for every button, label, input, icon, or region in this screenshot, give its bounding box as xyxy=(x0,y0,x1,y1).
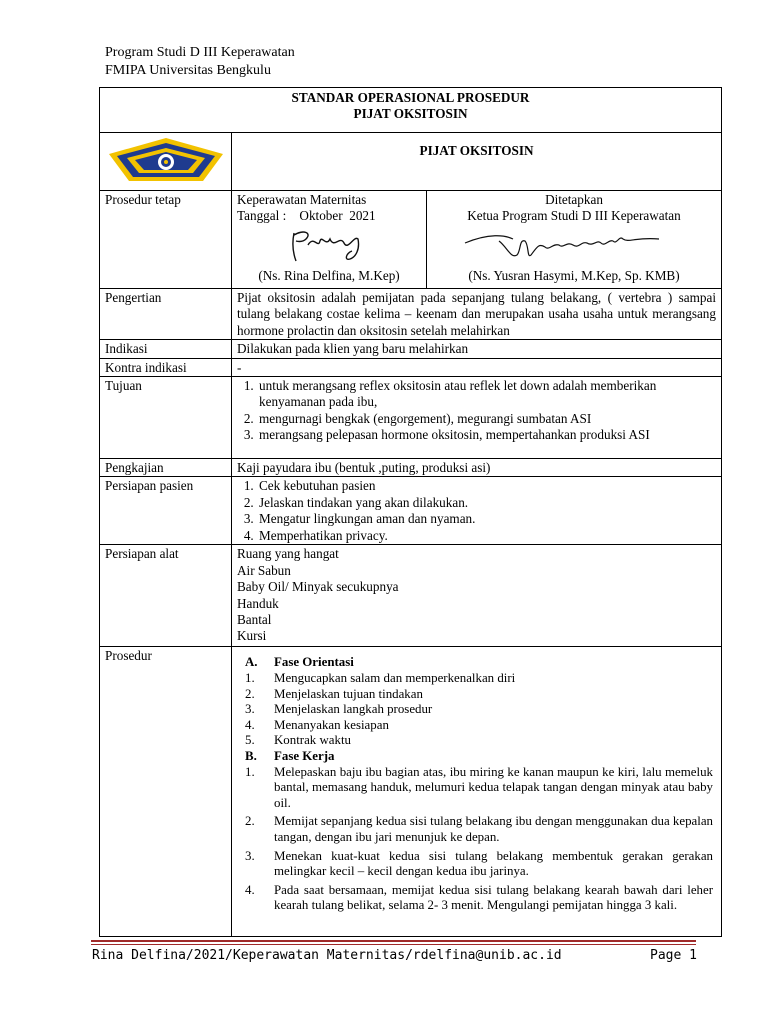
list-item: Air Sabun xyxy=(237,562,291,578)
pengertian-text: Pijat oksitosin adalah pemijatan pada sepanjang tulang belakang, ( vertebra ) sampai tulang belakang costae kelima – keenam dan merupakan usaha usaha untuk merangsang hormone prolactin dan oksitosin setelah melahirkan xyxy=(232,289,722,340)
page-number: Page 1 xyxy=(650,948,697,963)
fase-kerja-heading xyxy=(237,749,713,765)
university-logo xyxy=(105,135,227,183)
list-item: 4. Pada saat bersamaan, memijat kedua sisi tulang belakang kearah bawah dari leher kearah tulang belikat, selama 2- 3 menit. Mengulangi pemijatan hingga 3 kali. xyxy=(245,882,713,913)
document-title-line1: STANDAR OPERASIONAL PROSEDUR xyxy=(291,90,530,105)
fase-a-title: Fase Orientasi xyxy=(274,655,354,670)
fase-b-title: Fase Kerja xyxy=(274,749,335,763)
list-item: Bantal xyxy=(237,612,272,628)
tujuan-label: Tujuan xyxy=(100,377,232,459)
list-item: 3. Menekan kuat-kuat kedua sisi tulang belakang membentuk gerakan gerakan melingkar kecil – kecil dengan kedua ibu jarinya. xyxy=(245,848,713,879)
unit-name: Keperawatan Maternitas xyxy=(237,192,367,207)
list-item: 2. Jelaskan tindakan yang akan dilakukan. xyxy=(257,495,716,511)
logo-cell xyxy=(100,133,232,191)
list-item: 1. untuk merangsang reflex oksitosin atau reflek let down adalah memberikan kenyamanan pada ibu, xyxy=(257,378,716,411)
fase-b-marker: B. xyxy=(245,749,257,763)
list-item: 3. merangsang pelepasan hormone oksitosin, mempertahankan produksi ASI xyxy=(257,427,716,443)
list-item: 3. Mengatur lingkungan aman dan nyaman. xyxy=(257,511,716,527)
tujuan-list-cell xyxy=(232,377,722,459)
prosedur-tetap-left xyxy=(232,191,427,289)
list-item: 2. mengurnagi bengkak (engorgement), megurangi sumbatan ASI xyxy=(257,411,716,427)
tujuan-list xyxy=(237,378,716,444)
signature-right xyxy=(459,225,689,267)
prosedur-tetap-label: Prosedur tetap xyxy=(100,191,232,289)
list-item: Ruang yang hangat xyxy=(237,546,339,562)
persiapan-pasien-list xyxy=(237,478,716,544)
page-footer xyxy=(92,948,697,963)
list-item: 3. Menjelaskan langkah prosedur xyxy=(245,702,433,717)
signer-left: (Ns. Rina Delfina, M.Kep) xyxy=(258,267,400,283)
pengkajian-label: Pengkajian xyxy=(100,459,232,477)
document-title xyxy=(100,88,722,133)
kontra-indikasi-label: Kontra indikasi xyxy=(100,358,232,376)
list-item: 5. Kontrak waktu xyxy=(245,733,351,748)
list-item: 2. Menjelaskan tujuan tindakan xyxy=(245,686,423,701)
footer-citation: Rina Delfina/2021/Keperawatan Maternitas/rdelfina@unib.ac.id xyxy=(92,948,562,963)
institution-faculty: FMIPA Universitas Bengkulu xyxy=(105,63,271,78)
list-item: Baby Oil/ Minyak secukupnya xyxy=(237,579,399,595)
subject-title: PIJAT OKSITOSIN xyxy=(232,133,722,191)
prosedur-label: Prosedur xyxy=(100,647,232,937)
pengkajian-text: Kaji payudara ibu (bentuk ,puting, produksi asi) xyxy=(232,459,722,477)
document-title-line2: PIJAT OKSITOSIN xyxy=(353,106,468,122)
persiapan-alat-label: Persiapan alat xyxy=(100,545,232,647)
ketua-title: Ketua Program Studi D III Keperawatan xyxy=(467,208,681,224)
indikasi-text: Dilakukan pada klien yang baru melahirkan xyxy=(232,340,722,358)
list-item: 4. Memperhatikan privacy. xyxy=(257,528,716,544)
list-item: Kursi xyxy=(237,628,267,644)
list-item: Handuk xyxy=(237,595,279,611)
prosedur-tetap-right xyxy=(427,191,722,289)
list-item: 1. Melepaskan baju ibu bagian atas, ibu miring ke kanan maupun ke kiri, lalu memeluk bantal, memasang handuk, melumuri kedua telapak tangan dengan minyak atau baby oil. xyxy=(245,764,713,810)
list-item: 2. Memijat sepanjang kedua sisi tulang belakang ibu dengan menggunakan dua kepalan tangan, dengan ibu jari menunjuk ke depan. xyxy=(245,814,713,844)
sop-table xyxy=(99,87,722,937)
kontra-indikasi-text: - xyxy=(232,358,722,376)
prosedur-cell xyxy=(232,647,722,937)
list-item: 4. Menanyakan kesiapan xyxy=(245,717,389,732)
signer-right: (Ns. Yusran Hasymi, M.Kep, Sp. KMB) xyxy=(468,267,680,283)
institution-program: Program Studi D III Keperawatan xyxy=(105,45,295,60)
footer-rule-thin xyxy=(91,944,696,945)
persiapan-alat-cell xyxy=(232,545,722,647)
signature-left xyxy=(274,225,384,267)
list-item: 1. Mengucapkan salam dan memperkenalkan diri xyxy=(245,671,516,686)
list-item: 1. Cek kebutuhan pasien xyxy=(257,478,716,494)
date-text: Tanggal : Oktober 2021 xyxy=(237,208,376,224)
persiapan-pasien-label: Persiapan pasien xyxy=(100,477,232,545)
fase-orientasi-heading xyxy=(237,655,713,671)
ditetapkan-label: Ditetapkan xyxy=(545,192,603,207)
indikasi-label: Indikasi xyxy=(100,340,232,358)
persiapan-pasien-cell xyxy=(232,477,722,545)
fase-a-marker: A. xyxy=(245,655,258,670)
pengertian-label: Pengertian xyxy=(100,289,232,340)
footer-rule-thick xyxy=(91,940,696,942)
